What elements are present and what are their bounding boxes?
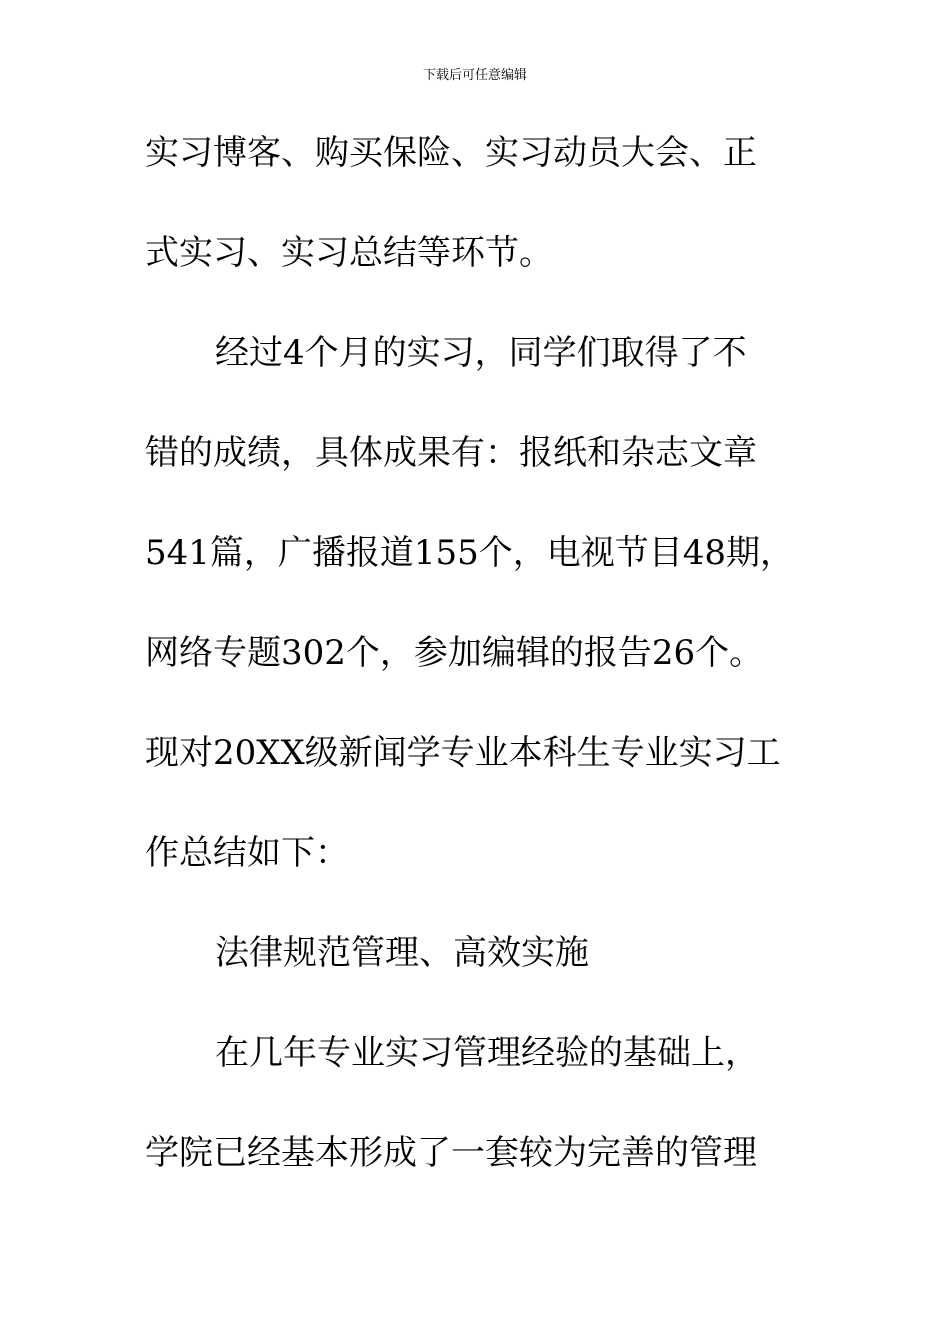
header-text: 下载后可任意编辑 [422, 68, 527, 83]
text-line: 作总结如下： [145, 833, 349, 873]
text-line: 网络专题302个，参加编辑的报告26个。 [145, 633, 764, 673]
text-line: 学院已经基本形成了一套较为完善的管理 [145, 1133, 757, 1173]
document-body [145, 125, 805, 1225]
text-line: 现对20XX级新闻学专业本科生专业实习工 [145, 733, 781, 773]
text-line: 541篇，广播报道155个，电视节目48期， [145, 533, 795, 573]
text-line: 实习博客、购买保险、实习动员大会、正 [145, 133, 757, 173]
section-heading: 法律规范管理、高效实施 [215, 933, 589, 973]
text-line: 式实习、实习总结等环节。 [145, 233, 553, 273]
text-line: 错的成绩，具体成果有：报纸和杂志文章 [145, 433, 757, 473]
paragraph-line-indented: 在几年专业实习管理经验的基础上， [215, 1033, 759, 1073]
page-header [0, 66, 950, 86]
paragraph-line-indented: 经过4个月的实习，同学们取得了不 [215, 333, 747, 373]
